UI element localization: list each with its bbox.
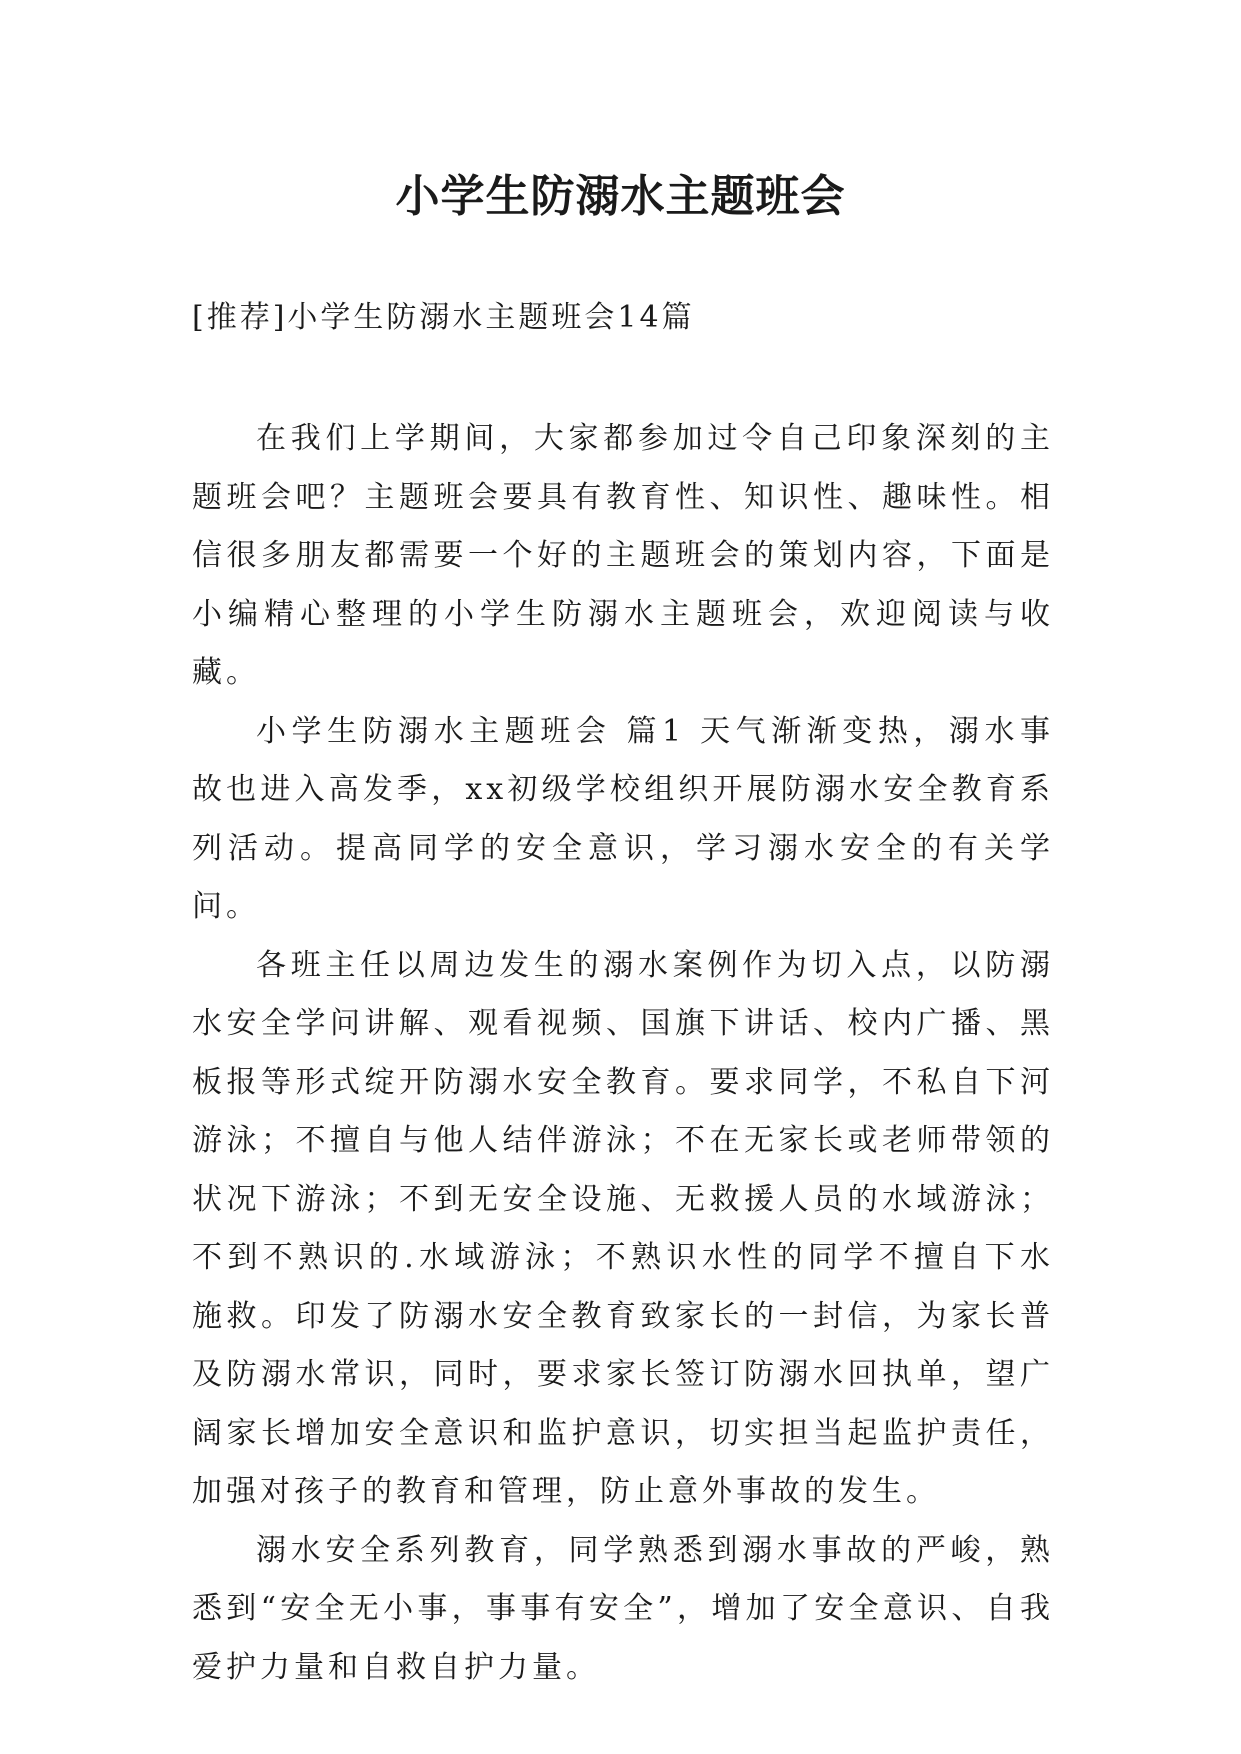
paragraph-section-1: 小学生防溺水主题班会 篇1 天气渐渐变热，溺水事故也进入高发季，xx初级学校组织开展防溺水安全教育系列活动。提高同学的安全意识，学习溺水安全的有关学问。 <box>192 713 1054 924</box>
document-title: 小学生防溺水主题班会 <box>395 171 846 222</box>
paragraph-conclusion: 溺水安全系列教育，同学熟悉到溺水事故的严峻，熟悉到“安全无小事，事事有安全”，增加了安全意识、自我爱护力量和自救自护力量。 <box>192 1532 1054 1685</box>
paragraph-measures: 各班主任以周边发生的溺水案例作为切入点，以防溺水安全学问讲解、观看视频、国旗下讲话、校内广播、黑板报等形式绽开防溺水安全教育。要求同学，不私自下河游泳；不擅自与他人结伴游泳；不在无家长或老师带领的状况下游泳；不到无安全设施、无救援人员的水域游泳；不到不熟识的.水域游泳；不熟识水性的同学不擅自下水施救。印发了防溺水安全教育致家长的一封信，为家长普及防溺水常识，同时，要求家长签订防溺水回执单，望广阔家长增加安全意识和监护意识，切实担当起监护责任，加强对孩子的教育和管理，防止意外事故的发生。 <box>192 947 1054 1509</box>
document-body <box>192 410 1054 1697</box>
document-subtitle: [推荐]小学生防溺水主题班会14篇 <box>192 300 695 335</box>
paragraph-intro: 在我们上学期间，大家都参加过令自己印象深刻的主题班会吧？主题班会要具有教育性、知识性、趣味性。相信很多朋友都需要一个好的主题班会的策划内容，下面是小编精心整理的小学生防溺水主题班会，欢迎阅读与收藏。 <box>192 421 1054 690</box>
